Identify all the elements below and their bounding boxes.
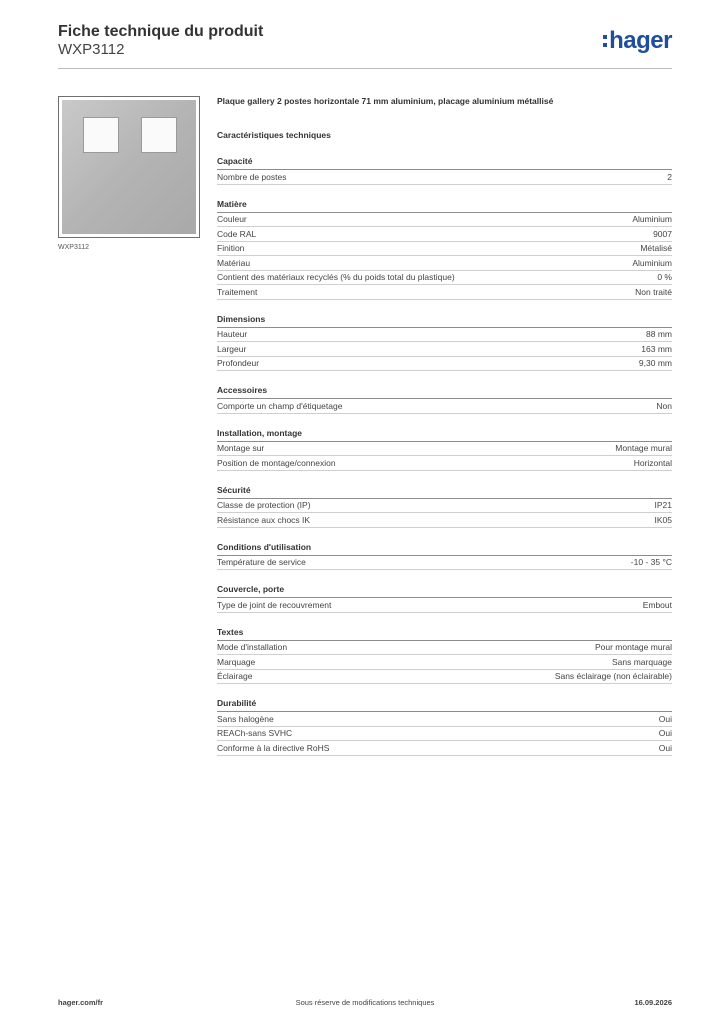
spec-label: Position de montage/connexion — [217, 457, 336, 468]
spec-section — [217, 199, 672, 300]
document-title: Fiche technique du produit — [58, 23, 264, 40]
spec-row — [217, 227, 672, 242]
section-title: Capacité — [217, 156, 672, 170]
spec-section — [217, 314, 672, 372]
spec-row — [217, 357, 672, 372]
spec-row — [217, 342, 672, 357]
spec-value: Oui — [658, 713, 672, 724]
section-title: Textes — [217, 627, 672, 641]
spec-row — [217, 655, 672, 670]
spec-section — [217, 485, 672, 528]
header-divider — [58, 68, 672, 69]
spec-row — [217, 556, 672, 571]
plate-opening-right — [141, 117, 177, 153]
specs-heading: Caractéristiques techniques — [217, 130, 331, 140]
section-title: Accessoires — [217, 385, 672, 399]
plate-opening-left — [83, 117, 119, 153]
spec-row — [217, 456, 672, 471]
spec-label: Comporte un champ d'étiquetage — [217, 400, 343, 411]
product-image — [58, 96, 200, 238]
logo-text: hager — [609, 27, 672, 54]
spec-row — [217, 213, 672, 228]
spec-label: Résistance aux chocs IK — [217, 514, 311, 525]
product-reference: WXP3112 — [58, 41, 125, 58]
section-title: Sécurité — [217, 485, 672, 499]
spec-row — [217, 328, 672, 343]
footer-disclaimer: Sous réserve de modifications techniques — [295, 998, 435, 1007]
spec-value: 9007 — [653, 228, 672, 239]
spec-value: IP21 — [654, 500, 672, 510]
hager-logo — [603, 28, 672, 54]
spec-label: Nombre de postes — [217, 171, 287, 182]
footer-date: 16.09.2026 — [634, 998, 672, 1007]
spec-value: Non traité — [635, 286, 672, 297]
spec-section — [217, 428, 672, 471]
spec-section — [217, 627, 672, 685]
spec-value: 88 mm — [646, 329, 672, 339]
product-description: Plaque gallery 2 postes horizontale 71 mm aluminium, placage aluminium métallisé — [217, 96, 554, 106]
spec-label: Couleur — [217, 214, 247, 224]
spec-value: Aluminium — [632, 257, 672, 268]
spec-row — [217, 712, 672, 727]
spec-label: Finition — [217, 243, 245, 253]
spec-row — [217, 641, 672, 656]
spec-row — [217, 598, 672, 613]
spec-label: Sans halogène — [217, 713, 274, 724]
spec-row — [217, 727, 672, 742]
spec-label: REACh-sans SVHC — [217, 728, 293, 738]
spec-label: Contient des matériaux recyclés (% du poids total du plastique) — [217, 272, 455, 282]
spec-value: 2 — [667, 171, 672, 182]
wall-plate-icon — [62, 100, 196, 234]
spec-row — [217, 741, 672, 756]
spec-section — [217, 542, 672, 571]
spec-label: Classe de protection (IP) — [217, 500, 311, 510]
spec-section — [217, 385, 672, 414]
spec-value: Sans marquage — [611, 656, 672, 667]
spec-sections — [217, 156, 672, 756]
spec-row — [217, 285, 672, 300]
spec-row — [217, 442, 672, 457]
spec-value: Horizontal — [633, 457, 672, 468]
spec-label: Température de service — [217, 557, 306, 567]
spec-value: 9,30 mm — [638, 358, 672, 368]
spec-value: 163 mm — [641, 343, 672, 354]
spec-row — [217, 670, 672, 685]
spec-section — [217, 156, 672, 185]
footer-website: hager.com/fr — [58, 998, 104, 1007]
spec-label: Hauteur — [217, 329, 248, 339]
section-title: Couvercle, porte — [217, 584, 672, 598]
spec-label: Profondeur — [217, 358, 260, 368]
section-title: Installation, montage — [217, 428, 672, 442]
section-title: Durabilité — [217, 698, 672, 712]
spec-label: Code RAL — [217, 228, 257, 239]
spec-value: Pour montage mural — [594, 642, 672, 652]
spec-sheet — [217, 96, 672, 756]
spec-label: Marquage — [217, 656, 256, 667]
spec-label: Matériau — [217, 257, 251, 268]
spec-section — [217, 584, 672, 613]
spec-row — [217, 256, 672, 271]
section-title: Matière — [217, 199, 672, 213]
spec-label: Type de joint de recouvrement — [217, 599, 332, 610]
spec-value: Sans éclairage (non éclairable) — [554, 671, 672, 681]
spec-value: Oui — [658, 742, 672, 753]
logo-dots-icon — [603, 35, 607, 47]
spec-value: Montage mural — [615, 443, 672, 453]
spec-value: Oui — [658, 728, 672, 738]
spec-label: Montage sur — [217, 443, 265, 453]
spec-row — [217, 399, 672, 414]
spec-value: -10 - 35 °C — [630, 557, 672, 567]
spec-value: 0 % — [657, 272, 672, 282]
section-title: Dimensions — [217, 314, 672, 328]
spec-section — [217, 698, 672, 756]
spec-label: Largeur — [217, 343, 247, 354]
spec-row — [217, 499, 672, 514]
spec-value: Non — [656, 400, 672, 411]
spec-value: Embout — [642, 599, 672, 610]
spec-label: Conforme à la directive RoHS — [217, 742, 330, 753]
spec-row — [217, 271, 672, 286]
document-header — [58, 22, 263, 59]
spec-row — [217, 513, 672, 528]
spec-row — [217, 170, 672, 185]
spec-label: Éclairage — [217, 671, 253, 681]
spec-label: Traitement — [217, 286, 258, 297]
spec-value: Aluminium — [632, 214, 672, 224]
section-title: Conditions d'utilisation — [217, 542, 672, 556]
spec-value: IK05 — [654, 514, 672, 525]
product-image-caption: WXP3112 — [58, 244, 89, 251]
spec-value: Métalisé — [640, 243, 672, 253]
spec-label: Mode d'installation — [217, 642, 288, 652]
spec-row — [217, 242, 672, 257]
